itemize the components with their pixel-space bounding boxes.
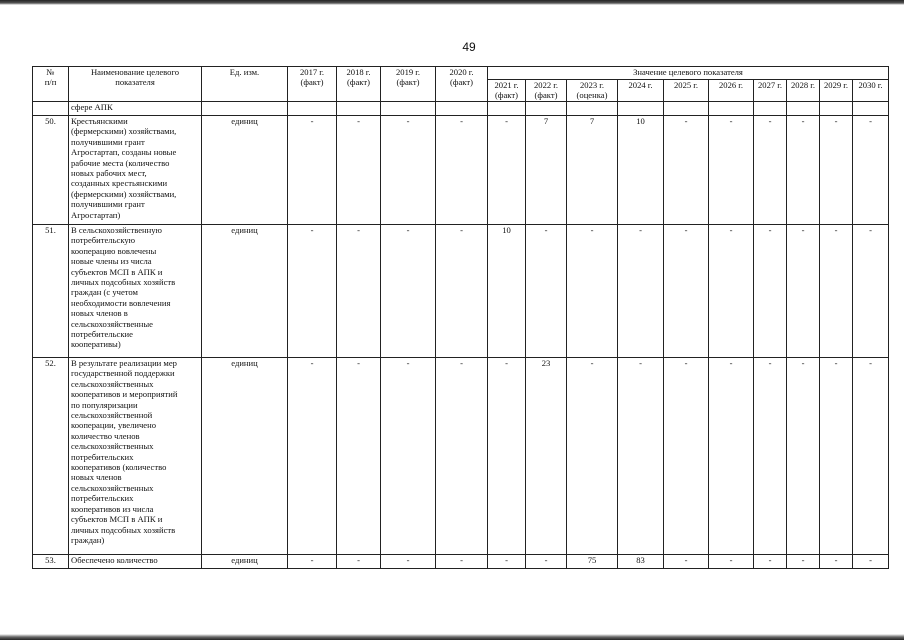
value-cell: - — [820, 116, 853, 225]
header-2017 — [288, 67, 337, 102]
unit-cell: единиц — [202, 225, 288, 358]
value-cell: - — [754, 358, 787, 555]
value-cell: - — [526, 225, 567, 358]
value-cell: - — [488, 555, 526, 569]
value-cell: - — [754, 225, 787, 358]
header-year-4: 2025 г. — [664, 80, 709, 102]
value-cell: - — [526, 555, 567, 569]
value-cell: 75 — [567, 555, 618, 569]
scan-edge-top — [0, 0, 904, 5]
continuation-cell — [567, 102, 618, 116]
value-cell: - — [853, 225, 889, 358]
value-cell: - — [787, 225, 820, 358]
continuation-cell — [33, 102, 69, 116]
value-cell: - — [436, 555, 488, 569]
value-cell: - — [709, 116, 754, 225]
indicator-name: В сельскохозяйственную потребительскую кооперацию вовлечены новые члены из числа субъектов МСП в АПК и личных подсобных хозяйств граждан (с учетом необходимости вовлечения новых членов в сельскохозяйственные потребительские кооперативы) — [69, 225, 202, 358]
value-cell: - — [381, 116, 436, 225]
value-cell: 23 — [526, 358, 567, 555]
row-number: 53. — [33, 555, 69, 569]
value-cell: - — [754, 116, 787, 225]
value-cell: - — [664, 555, 709, 569]
value-cell: 10 — [618, 116, 664, 225]
header-2017-text: 2017 г. (факт) — [299, 67, 325, 88]
header-unit-text: Ед. изм. — [229, 67, 260, 77]
value-cell: - — [488, 358, 526, 555]
value-cell: - — [820, 555, 853, 569]
value-cell: - — [618, 225, 664, 358]
unit-cell: единиц — [202, 358, 288, 555]
value-cell: - — [288, 225, 337, 358]
header-num — [33, 67, 69, 102]
header-year-9: 2030 г. — [853, 80, 889, 102]
header-2020-text: 2020 г. (факт) — [449, 67, 474, 88]
continuation-cell — [488, 102, 526, 116]
value-cell: - — [488, 116, 526, 225]
value-cell: - — [853, 555, 889, 569]
continuation-cell — [664, 102, 709, 116]
header-target-value-group-text: Значение целевого показателя — [633, 67, 743, 77]
value-cell: - — [787, 555, 820, 569]
header-year-8: 2029 г. — [820, 80, 853, 102]
table-row — [33, 225, 889, 358]
continuation-cell — [526, 102, 567, 116]
continuation-cell — [381, 102, 436, 116]
value-cell: - — [288, 116, 337, 225]
value-cell: - — [436, 225, 488, 358]
value-cell: - — [337, 116, 381, 225]
value-cell: - — [436, 358, 488, 555]
indicator-name: В результате реализации мер государственной поддержки сельскохозяйственных кооперативов и мероприятий по популяризации сельскохозяйственной кооперации, увеличено количество членов сельскохозяйственных потребительских кооперативов (количество новых членов сельскохозяйственных потребительских кооперативов из числа субъектов МСП в АПК и личных подсобных хозяйств граждан) — [69, 358, 202, 555]
continuation-cell — [202, 102, 288, 116]
table-row — [33, 116, 889, 225]
value-cell: - — [567, 358, 618, 555]
value-cell: - — [436, 116, 488, 225]
value-cell: 7 — [526, 116, 567, 225]
indicator-name: Обеспечено количество — [69, 555, 202, 569]
header-year-0: 2021 г. (факт) — [488, 80, 526, 102]
value-cell: 83 — [618, 555, 664, 569]
page-number: 49 — [462, 40, 476, 54]
continuation-text: сфере АПК — [69, 102, 202, 116]
value-cell: - — [754, 555, 787, 569]
continuation-cell — [787, 102, 820, 116]
header-name-text: Наименование целевого показателя — [90, 67, 180, 88]
continuation-cell — [709, 102, 754, 116]
value-cell: 7 — [567, 116, 618, 225]
value-cell: - — [288, 555, 337, 569]
value-cell: - — [288, 358, 337, 555]
value-cell: - — [787, 358, 820, 555]
continuation-cell — [820, 102, 853, 116]
row-number: 52. — [33, 358, 69, 555]
header-2019 — [381, 67, 436, 102]
table-row — [33, 358, 889, 555]
header-year-6: 2027 г. — [754, 80, 787, 102]
header-2019-text: 2019 г. (факт) — [395, 67, 421, 88]
value-cell: - — [567, 225, 618, 358]
unit-cell: единиц — [202, 116, 288, 225]
value-cell: - — [664, 358, 709, 555]
header-target-value-group — [488, 67, 889, 80]
continuation-cell — [618, 102, 664, 116]
header-unit — [202, 67, 288, 102]
table-row — [33, 555, 889, 569]
value-cell: - — [820, 225, 853, 358]
header-year-7: 2028 г. — [787, 80, 820, 102]
value-cell: - — [709, 555, 754, 569]
continuation-cell — [754, 102, 787, 116]
value-cell: - — [664, 116, 709, 225]
value-cell: - — [853, 358, 889, 555]
scan-edge-bottom — [0, 634, 904, 640]
value-cell: - — [618, 358, 664, 555]
value-cell: - — [787, 116, 820, 225]
table-row-continuation — [33, 102, 889, 116]
value-cell: - — [709, 358, 754, 555]
value-cell: - — [664, 225, 709, 358]
header-2020 — [436, 67, 488, 102]
header-year-3: 2024 г. — [618, 80, 664, 102]
value-cell: - — [337, 225, 381, 358]
indicator-table — [32, 66, 889, 569]
row-number: 51. — [33, 225, 69, 358]
continuation-cell — [288, 102, 337, 116]
header-name — [69, 67, 202, 102]
value-cell: - — [337, 358, 381, 555]
row-number: 50. — [33, 116, 69, 225]
header-2018-text: 2018 г. (факт) — [346, 67, 371, 88]
value-cell: - — [709, 225, 754, 358]
value-cell: - — [381, 555, 436, 569]
value-cell: - — [337, 555, 381, 569]
value-cell: - — [853, 116, 889, 225]
value-cell: - — [820, 358, 853, 555]
header-num-text: № п/п — [44, 67, 57, 88]
value-cell: 10 — [488, 225, 526, 358]
header-year-2: 2023 г. (оценка) — [567, 80, 618, 102]
header-2018 — [337, 67, 381, 102]
header-year-1: 2022 г. (факт) — [526, 80, 567, 102]
value-cell: - — [381, 358, 436, 555]
continuation-cell — [436, 102, 488, 116]
indicator-name: Крестьянскими (фермерскими) хозяйствами, получившими грант Агростартап, созданы новые рабочие места (количество новых рабочих мест, созданных крестьянскими (фермерскими) хозяйствами, получившими грант Агростартап) — [69, 116, 202, 225]
continuation-cell — [853, 102, 889, 116]
unit-cell: единиц — [202, 555, 288, 569]
value-cell: - — [381, 225, 436, 358]
header-year-5: 2026 г. — [709, 80, 754, 102]
continuation-cell — [337, 102, 381, 116]
